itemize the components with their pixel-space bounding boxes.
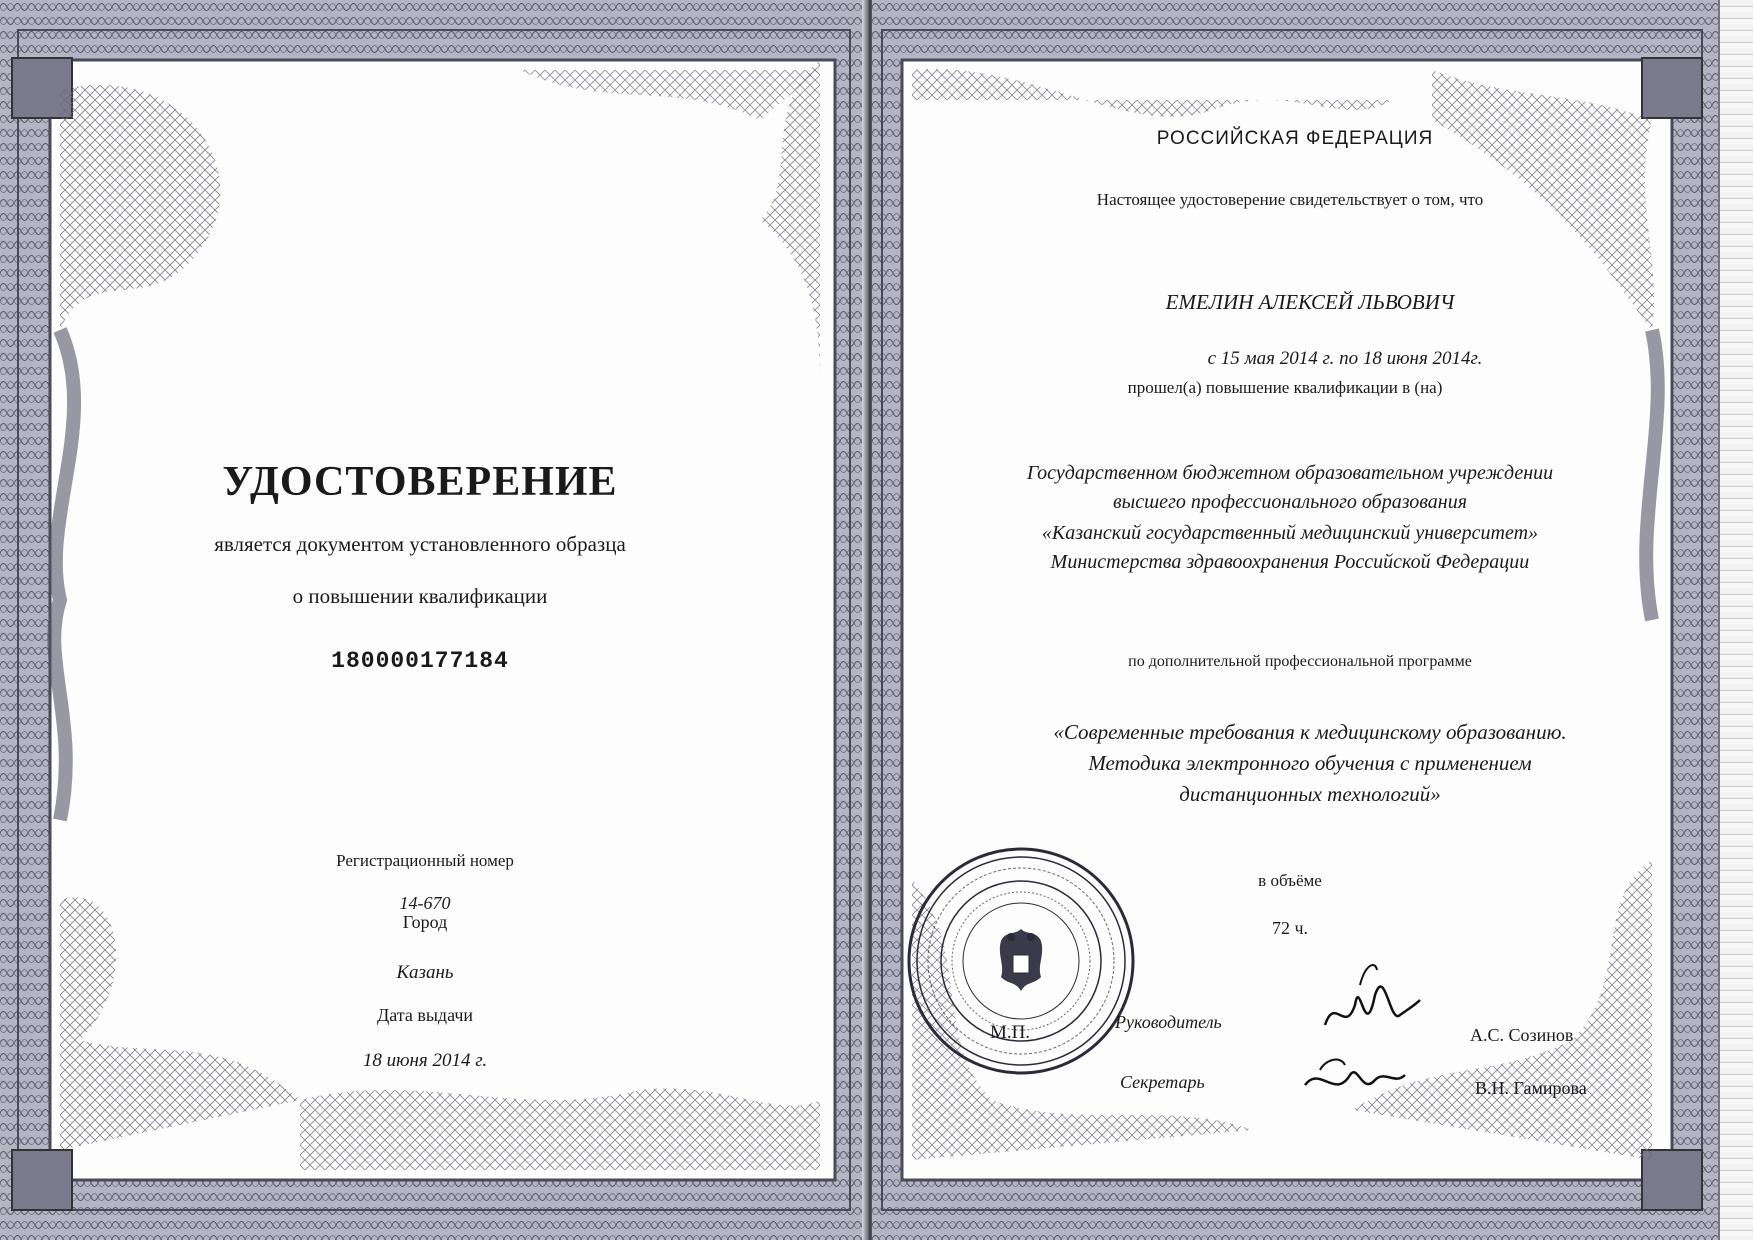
issue-date-label: Дата выдачи [376,1005,474,1025]
secretary-name: В.Н. Гамирова [1475,1078,1587,1098]
secretary-signature [1300,1045,1410,1115]
program-line: «Современные требования к медицинскому образованию. [1053,720,1567,744]
registration-number: 14-670 [399,893,451,913]
passed-statement: прошел(а) повышение квалификации в (на) [1127,378,1443,397]
secretary-title: Секретарь [1120,1072,1205,1092]
institution-line: высшего профессионального образования [1112,491,1467,513]
certificate-cover-page [0,0,868,1240]
issue-date-value: 18 июня 2014 г. [362,1050,488,1071]
program-line: дистанционных технологий» [1179,782,1441,806]
program-label: по дополнительной профессиональной программе [1128,653,1472,670]
institution-line: «Казанский государственный медицинский университет» [1041,522,1539,544]
scanned-page-edge [1718,0,1753,1240]
program-line: Методика электронного обучения с применением [1088,751,1532,775]
volume-value: 72 ч. [1271,918,1309,938]
head-title: Руководитель [1115,1012,1222,1032]
head-signature [1315,955,1425,1055]
holder-name: ЕМЕЛИН АЛЕКСЕЙ ЛЬВОВИЧ [1165,290,1455,314]
city-label: Город [402,912,448,932]
document-subtitle-line2: о повышении квалификации [292,584,548,608]
volume-label: в объёме [1258,871,1322,890]
head-name: А.С. Созинов [1470,1025,1574,1045]
serial-number: 180000177184 [331,648,509,674]
document-subtitle-line1: является документом установленного образца [214,532,626,556]
certifies-statement: Настоящее удостоверение свидетельствует о том, что [1096,190,1484,209]
certificate-content-page [872,0,1718,1240]
training-period: с 15 мая 2014 г. по 18 июня 2014г. [1207,348,1483,369]
country-heading: РОССИЙСКАЯ ФЕДЕРАЦИЯ [1156,128,1434,149]
stamp-place-mark: М.П. [989,1022,1031,1043]
document-title: УДОСТОВЕРЕНИЕ [222,459,618,505]
registration-label: Регистрационный номер [336,851,514,870]
city-value: Казань [396,962,454,983]
institution-line: Государственном бюджетном образовательном учреждении [1026,462,1554,484]
institution-line: Министерства здравоохранения Российской Федерации [1050,551,1530,573]
